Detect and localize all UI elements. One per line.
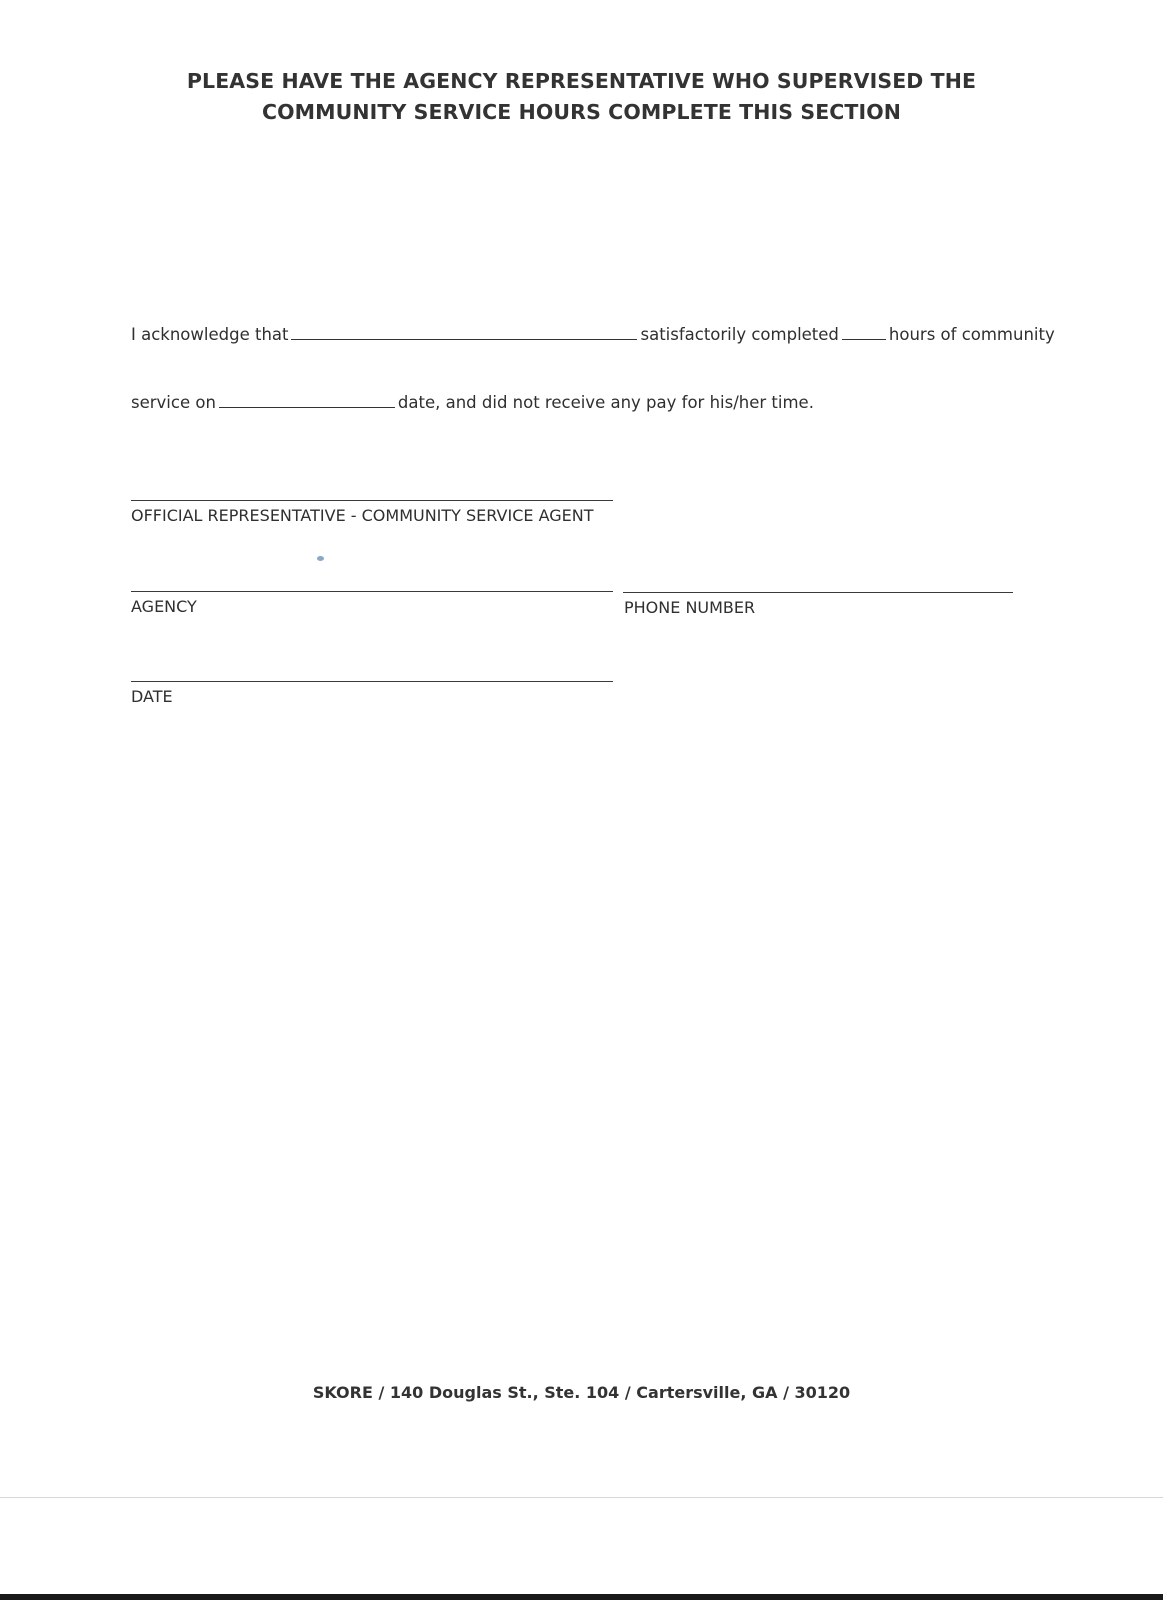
official-signature-line[interactable] [131, 500, 613, 501]
agency-signature-line[interactable] [131, 591, 613, 592]
hours-blank[interactable] [842, 324, 886, 340]
heading-line-2: COMMUNITY SERVICE HOURS COMPLETE THIS SECTION [261, 100, 902, 124]
agency-label: AGENCY [131, 597, 197, 616]
scan-speck [317, 556, 324, 561]
phone-number-label: PHONE NUMBER [624, 598, 756, 617]
participant-name-blank[interactable] [291, 324, 637, 340]
official-representative-label: OFFICIAL REPRESENTATIVE - COMMUNITY SERVICE AGENT [131, 506, 594, 525]
scan-bottom-edge [0, 1594, 1163, 1600]
scan-edge-line [0, 1497, 1163, 1498]
date-signature-line[interactable] [131, 681, 613, 682]
date-label: DATE [131, 687, 173, 706]
footer-address: SKORE / 140 Douglas St., Ste. 104 / Cartersville, GA / 30120 [312, 1383, 851, 1402]
heading-line-1: PLEASE HAVE THE AGENCY REPRESENTATIVE WHO SUPERVISED THE [186, 69, 977, 93]
acknowledgement-line-1 [131, 324, 1055, 345]
phone-number-line[interactable] [623, 592, 1013, 593]
acknowledgement-line-2 [131, 392, 814, 413]
acknowledge-text: I acknowledge that [131, 325, 289, 344]
service-on-text: service on [131, 393, 216, 412]
hours-text: hours of community [888, 325, 1055, 344]
form-heading [0, 66, 1163, 128]
no-pay-text: date, and did not receive any pay for his/her time. [397, 393, 814, 412]
completed-text: satisfactorily completed [640, 325, 839, 344]
service-date-blank[interactable] [219, 392, 395, 408]
